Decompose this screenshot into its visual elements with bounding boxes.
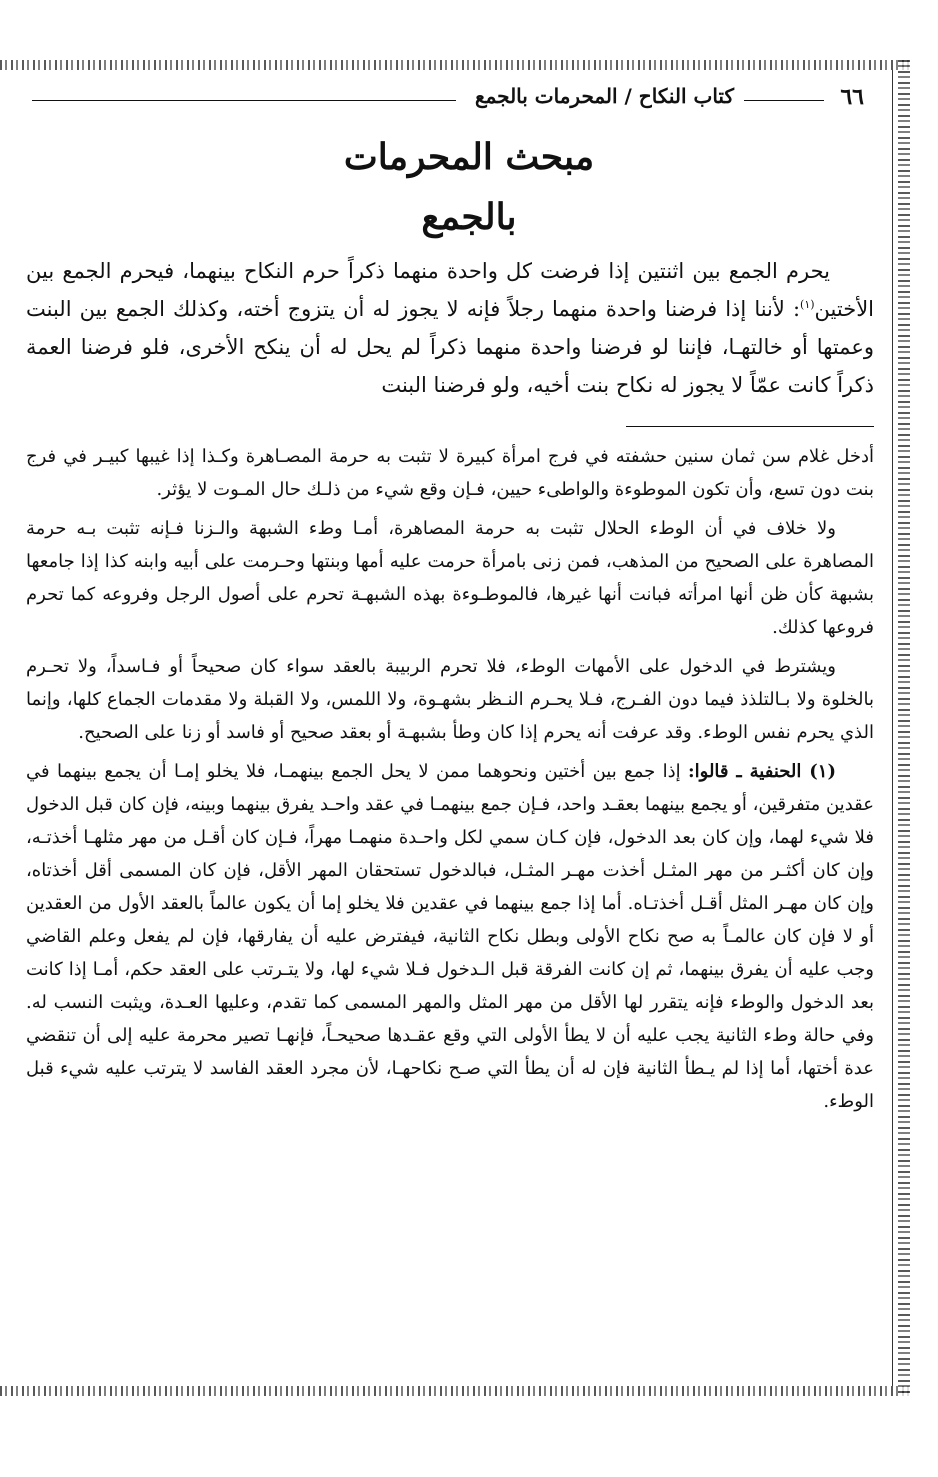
footnote-reference[interactable]: (١) — [800, 298, 815, 311]
footnote-label: (١) الحنفية ـ قالوا: — [688, 761, 836, 782]
decorative-border-top — [0, 60, 912, 70]
page-number: ٦٦ — [840, 84, 864, 110]
decorative-border-right — [898, 60, 910, 1396]
header-line — [32, 100, 456, 101]
main-text-part1: يحرم الجمع بين اثنتين إذا فرضت كل واحدة منهما ذكراً حرم النكاح بينهما، فيحرم الجمع بين الأختين — [26, 259, 874, 321]
note-paragraph: ولا خلاف في أن الوطء الحلال تثبت به حرمة المصاهرة، أمـا وطء الشبهة والـزنا فـإنه تثبت بـه حرمة المصاهرة على الصحيح من المذهب، فمن زنى بامرأة حرمت عليه أمها وبنتها وحـرمت على أبيه وابنه كذا إذا جامعها بشبهة كأن ظن أنها امرأته فبانت أنها غيرها، فالموطـوءة بهذه الشبهـة تحرم على أصول الرجل وفروعه كما تحرم فروعها كذلك. — [26, 518, 874, 638]
running-title: كتاب النكاح / المحرمات بالجمع — [474, 84, 734, 108]
section-title: مبحث المحرمات — [343, 136, 595, 178]
note-paragraph-continued: أدخل غلام سن ثمان سنين حشفته في فرج امرأة كبيرة لا تثبت به حرمة المصـاهرة وكـذا إذا غيبها كبيـر في فرج بنت دون تسع، وأن تكون الموطوءة والواطىء حيين، فـإن وقع شيء من ذلـك حال المـوت لا يؤثر. — [26, 446, 874, 500]
main-text-part2: : لأننا إذا فرضنا واحدة منهما رجلاً فإنه لا يجوز له أن يتزوج أخته، وكذلك الجمع بين البنت وعمتها أو خالتهـا، فإننا لو فرضنا واحدة منهما ذكراً لم يحل له أن ينكح الأخرى، فلو فرضنا العمة ذكراً كانت عمّاً لا يجوز له نكاح بنت أخيه، ولو فرضنا البنت — [26, 297, 874, 397]
border-rule — [892, 70, 893, 1386]
footnote-1 — [26, 755, 874, 1118]
footnotes — [26, 440, 874, 1124]
section-subtitle: بالجمع — [421, 196, 517, 238]
note-paragraph: ويشترط في الدخول على الأمهات الوطء، فلا تحرم الربيبة بالعقد سواء كان صحيحاً أو فـاسداً، ولا تحـرم بالخلوة ولا بـالتلذذ فيما دون الفـرج، فـلا يحـرم النـظر بشهـوة، ولا اللمس، ولا القبلة ولا مقدمات الجماع كلها، وإنما الذي يحرم نفس الوطء. وقد عرفت أنه يحرم إذا كان وطأ بشبهـة أو بعقد صحيح أو فاسد أو زنا على الصحيح. — [26, 656, 874, 743]
header-rule — [744, 100, 824, 101]
footnote-text: إذا جمع بين أختين ونحوهما ممن لا يحل الجمع بينهمـا، فلا يخلو إمـا أن يجمع بينهما في عقدين متفرقين، أو يجمع بينهما بعقـد واحد، فـإن جمع بينهمـا في عقد واحـد يفرق بينهما وبينه، فإن كان قبل الدخول فلا شيء لهما، وإن كان بعد الدخول، فإن كـان سمي لكل واحـدة منهمـا مهراً، فـإن كان أقـل من مهر مثلهـا أخذتـه، وإن كان أكثـر من مهر المثـل أخذت مهـر المثـل، فبالدخول تستحقان المهر الأقل، فإن كان المسمى أقل أخذتاه، وإن كان مهـر المثل أقـل أخذتـاه. أما إذا جمع بينهما في عقدين فلا يخلو إما أن يكون عالماً بالعقد الأول من العقدين أو لا فإن كان عالمـاً به صح نكاح الأولى وبطل نكاح الثانية، فيفترض عليه أن يفارقها، فإن لم يفعل وعلم القاضي وجب عليه أن يفرق بينهما، ثم إن كانت الفرقة قبل الـدخول فـلا شيء لها، ولا يتـرتب على العقد حكم، أمـا إذا كانت بعد الدخول والوطء فإنه يتقرر لها الأقل من مهر المثل والمهر المسمى كما تقدم، وعليها العـدة، ويثبت النسب له. وفي حالة وطء الثانية يجب عليه أن لا يطأ الأولى التي وقع عقـدها صحيحـاً، فإنهـا تصير محرمة عليه إلى أن تنقضي عدة أختها، أما إذا لم يـطأ الثانية فإن له أن يطأ التي صـح نكاحهـا، لأن مجرد العقد الفاسد لا يترتب عليه شيء قبل الوطء. — [26, 761, 874, 1112]
page-header — [24, 84, 864, 118]
footnote-separator — [626, 426, 874, 427]
main-text — [26, 252, 874, 404]
main-paragraph — [26, 252, 874, 404]
decorative-border-bottom — [0, 1386, 912, 1396]
